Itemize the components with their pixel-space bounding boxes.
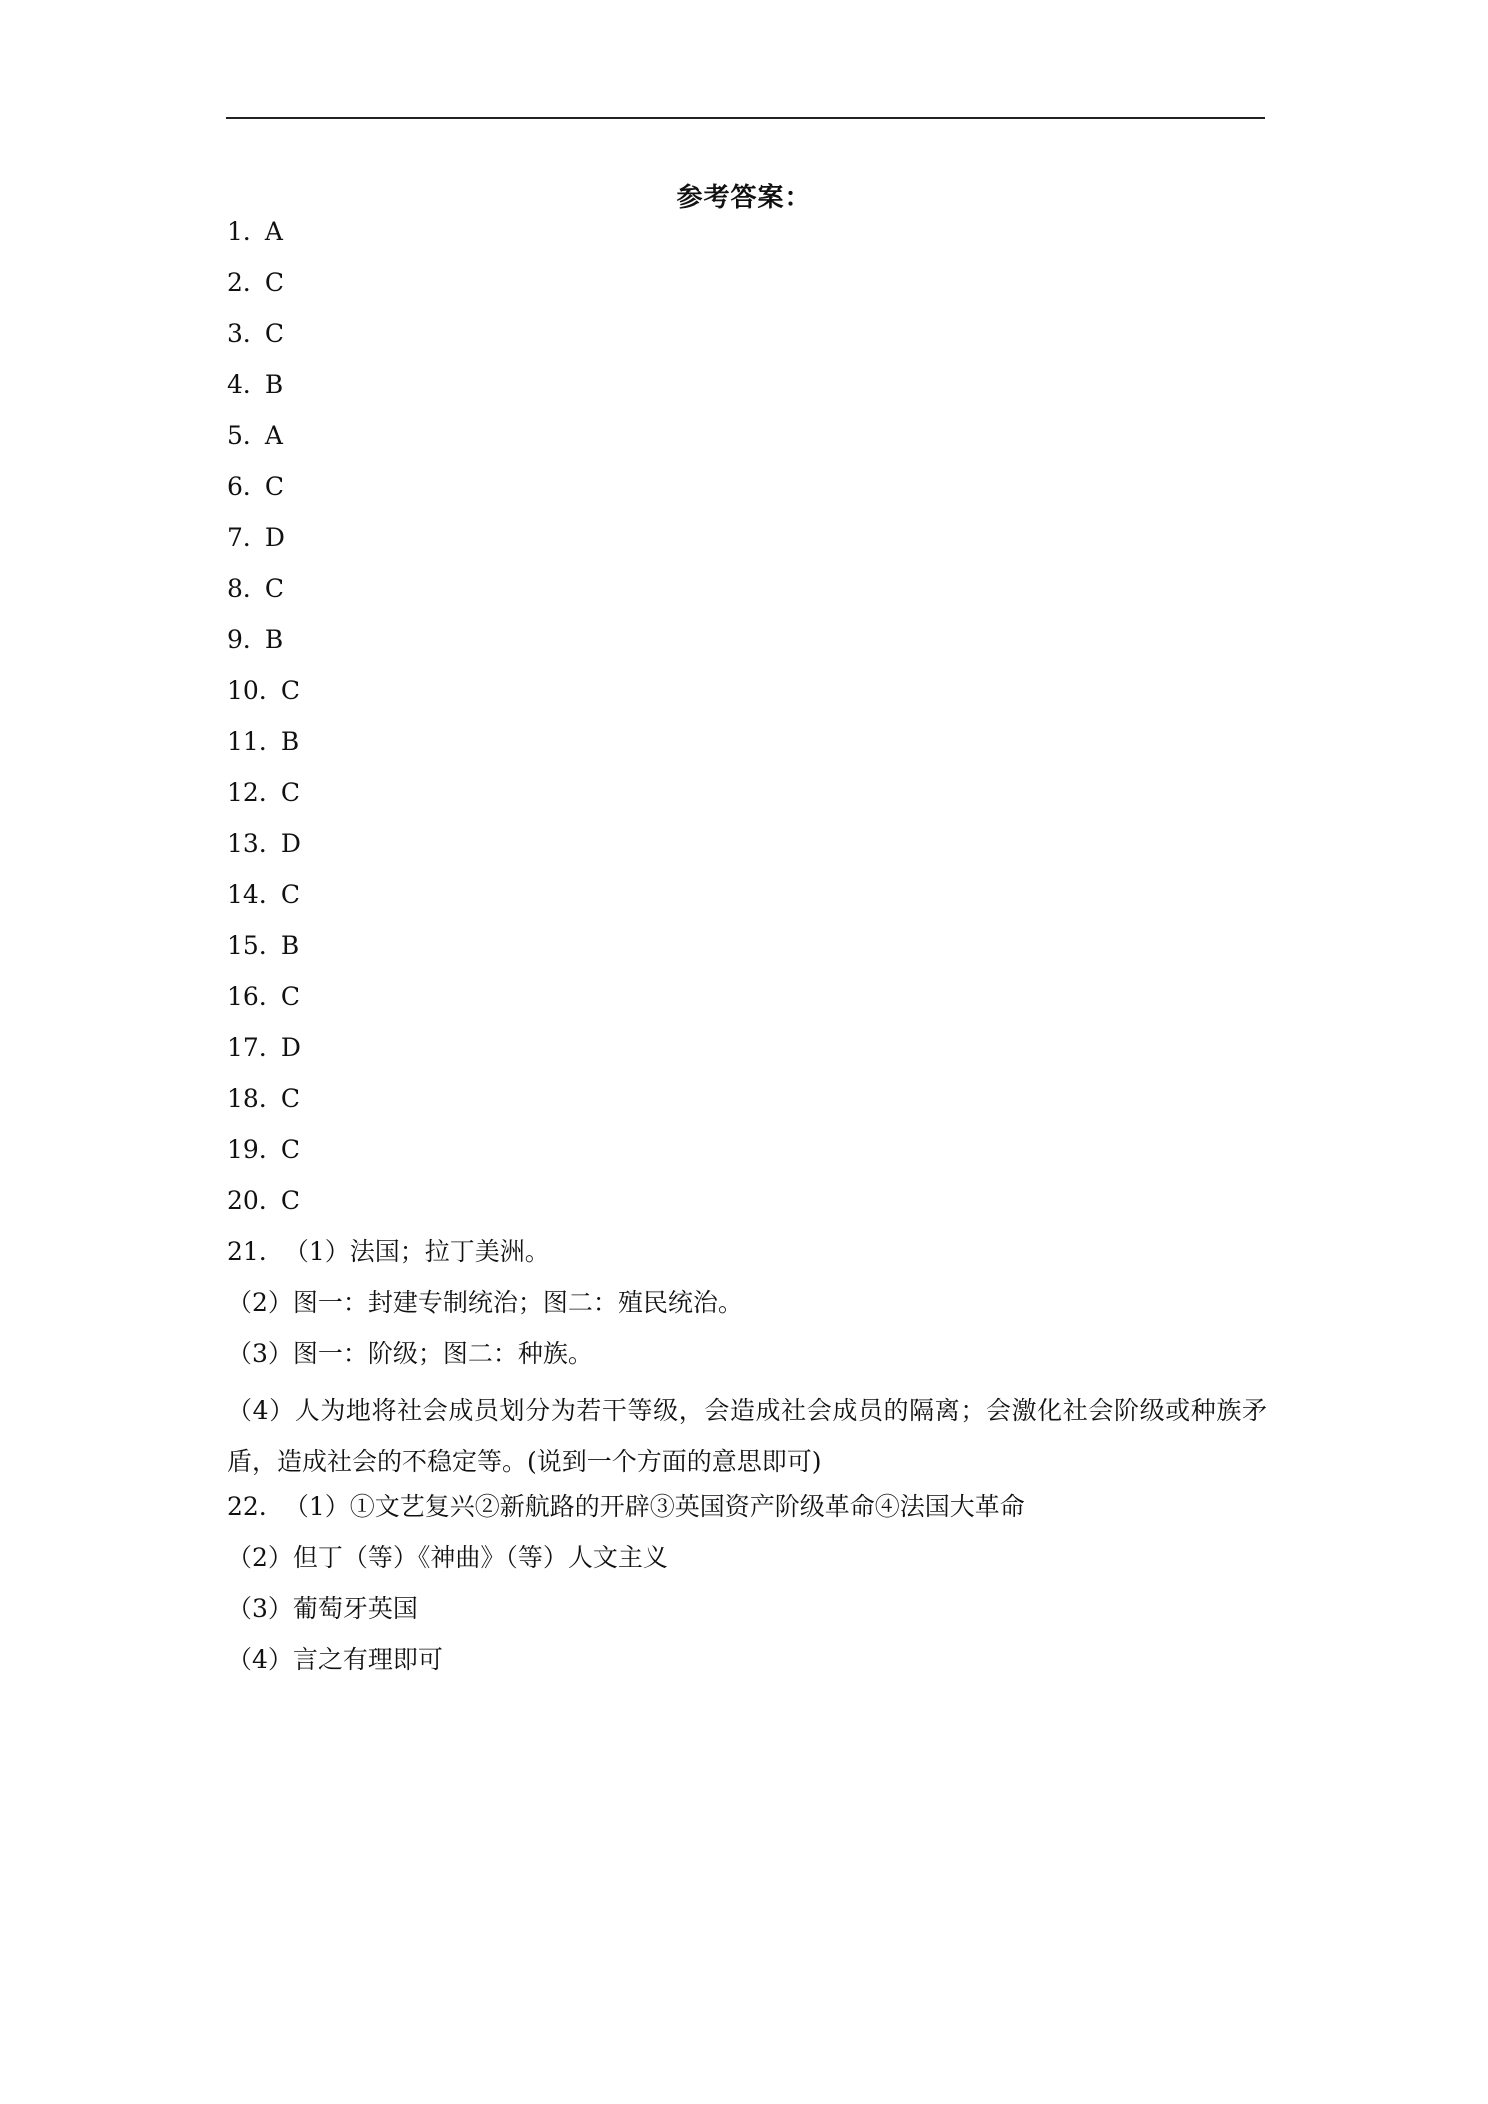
answer-value: D (264, 523, 285, 552)
answer-text: （2）但丁（等）《神曲》（等）人文主义 (227, 1543, 668, 1572)
answer-item: 19 ． C (227, 1130, 1267, 1181)
answer-item: 10 ． C (227, 671, 1267, 722)
answer-item: 17 ． D (227, 1028, 1267, 1079)
answer-number: 3 (227, 319, 243, 348)
answer-item: 2 ． C (227, 263, 1267, 314)
answer-number: 2 (227, 268, 243, 297)
answer-value: B (280, 931, 300, 960)
answer-value: A (264, 421, 283, 450)
answer-item: 11 ． B (227, 722, 1267, 773)
answer-item: 5 ． A (227, 416, 1267, 467)
answer-number: 18 (227, 1084, 259, 1113)
answer-number: 12 (227, 778, 259, 807)
answer-number: 6 (227, 472, 243, 501)
answer-text: （2）图一：封建专制统治；图二：殖民统治。 (227, 1288, 743, 1317)
question-21-part-4: （4）人为地将社会成员划分为若干等级，会造成社会成员的隔离；会激化社会阶级或种族矛盾，造成社会的不稳定等。(说到一个方面的意思即可) (227, 1396, 1267, 1476)
answer-number: 13 (227, 829, 259, 858)
answer-number: 16 (227, 982, 259, 1011)
answer-value: C (280, 880, 300, 909)
answer-number: 22 (227, 1492, 259, 1521)
answer-item: 12 ． C (227, 773, 1267, 824)
answer-value: C (280, 1186, 300, 1215)
question-22-part-2 (227, 1538, 1267, 1589)
header-rule (226, 117, 1265, 119)
answer-value: C (280, 1084, 300, 1113)
answer-number: 21 (227, 1237, 259, 1266)
answer-item: 14 ． C (227, 875, 1267, 926)
answer-text: （4）言之有理即可 (227, 1645, 443, 1674)
answer-item: 6 ． C (227, 467, 1267, 518)
answer-item: 1 ． A (227, 212, 1267, 263)
page-title: 参考答案： (676, 183, 812, 213)
question-21-part-2 (227, 1283, 1267, 1334)
answer-value: D (280, 829, 301, 858)
answer-value: C (280, 676, 300, 705)
answer-number: 11 (227, 727, 259, 756)
answer-value: C (264, 574, 285, 603)
answer-number: 17 (227, 1033, 259, 1062)
answer-number: 5 (227, 421, 243, 450)
answer-item: 13 ． D (227, 824, 1267, 875)
answer-item: 4 ． B (227, 365, 1267, 416)
answer-text: （1）①文艺复兴②新航路的开辟③英国资产阶级革命④法国大革命 (283, 1492, 1025, 1521)
answer-item: 9 ． B (227, 620, 1267, 671)
answer-text: （3）葡萄牙英国 (227, 1594, 418, 1623)
answer-value: B (280, 727, 300, 756)
answer-value: A (264, 217, 283, 246)
answer-value: C (280, 982, 300, 1011)
answer-value: B (264, 370, 284, 399)
answer-item: 3 ． C (227, 314, 1267, 365)
answer-item: 7 ． D (227, 518, 1267, 569)
question-21-part-3 (227, 1334, 1267, 1385)
answer-value: C (264, 319, 285, 348)
question-21-part-1: 21 ． （1）法国；拉丁美洲。 (227, 1232, 1267, 1283)
answer-number: 10 (227, 676, 259, 705)
answer-number: 20 (227, 1186, 259, 1215)
answer-number: 9 (227, 625, 243, 654)
answer-value: B (264, 625, 284, 654)
answer-number: 7 (227, 523, 243, 552)
answer-item: 16 ． C (227, 977, 1267, 1028)
question-22-part-3 (227, 1589, 1267, 1640)
answer-item: 18 ． C (227, 1079, 1267, 1130)
answer-value: C (280, 1135, 300, 1164)
question-22-part-1: 22 ． （1）①文艺复兴②新航路的开辟③英国资产阶级革命④法国大革命 (227, 1487, 1267, 1538)
answer-list (227, 212, 1267, 1691)
question-22-part-4 (227, 1640, 1267, 1691)
answer-item: 20 ． C (227, 1181, 1267, 1232)
answer-value: C (264, 268, 285, 297)
answer-value: D (280, 1033, 301, 1062)
answer-item: 15 ． B (227, 926, 1267, 977)
answer-number: 8 (227, 574, 243, 603)
answer-number: 1 (227, 217, 243, 246)
answer-number: 14 (227, 880, 259, 909)
answer-value: C (264, 472, 285, 501)
answer-number: 4 (227, 370, 243, 399)
answer-text: （3）图一：阶级；图二：种族。 (227, 1339, 593, 1368)
answer-item: 8 ． C (227, 569, 1267, 620)
answer-number: 15 (227, 931, 259, 960)
answer-value: C (280, 778, 300, 807)
answer-text: （1）法国；拉丁美洲。 (283, 1237, 550, 1266)
answer-number: 19 (227, 1135, 259, 1164)
